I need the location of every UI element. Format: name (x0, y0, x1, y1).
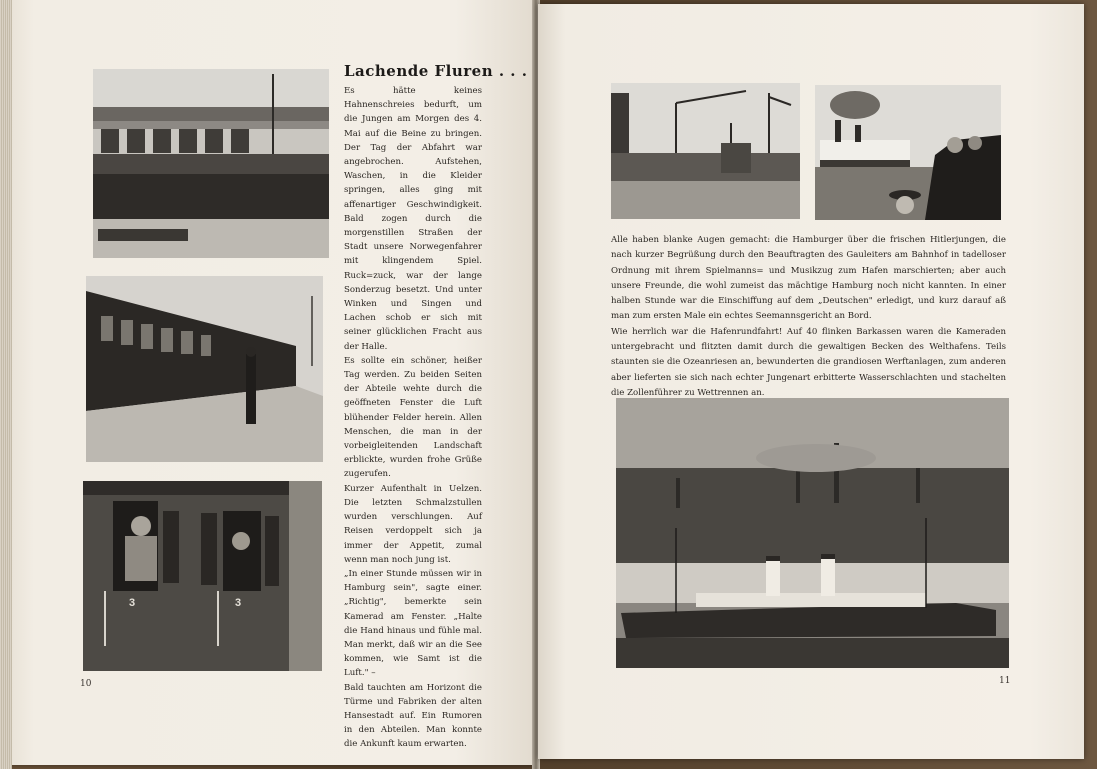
photo-crowd-station (93, 69, 329, 258)
chapter-heading: Lachende Fluren . . . (344, 62, 528, 80)
left-paragraph-3: Kurzer Aufenthalt in Uelzen. Die letzten Schmalzstullen wurden verschlungen. Auf Reisen verdoppelt sich ja immer der Appetit, zumal wenn man noch jung ist. (344, 483, 482, 565)
page-edges (0, 0, 12, 769)
page-number-left: 10 (80, 679, 92, 689)
photo-ship-spectators (815, 85, 1001, 220)
right-paragraph-1: Alle haben blanke Augen gemacht: die Hamburger über die frischen Hitlerjungen, die nach kurzer Begrüßung durch den Beauftragten des Gauleiters am Bahnhof in tadelloser Ordnung mit ihrem Spielmanns= und Musikzug zum Hafen marschierten; aber auch unsere Freunde, die wohl zumeist das mächtige Hamburg noch nicht kannten. In einer halben Stunde war die Einschiffung auf dem „Deutschen" erledigt, und kurz darauf aß man zum ersten Male ein echtes Seemannsgericht an Bord. (611, 235, 1006, 322)
left-paragraph-5: Bald tauchten am Horizont die Türme und Fabriken der alten Hansestadt auf. Ein Rumoren in den Abteilen. Man konnte die Ankunft kaum erwarten. (344, 682, 482, 750)
left-paragraph-2: Es sollte ein schöner, heißer Tag werden. Zu beiden Seiten der Abteile wehte durch die geöffneten Fenster die Luft blühender Felder herein. Allen Menschen, die man in der vorbeigleitenden Landschaft erblickte, wurden frohe Grüße zugerufen. (344, 355, 482, 480)
photo-harbor-cranes (611, 83, 800, 219)
car-number-2: 3 (235, 597, 242, 609)
photo-train-window (83, 481, 322, 671)
left-column-text (344, 84, 482, 752)
right-paragraph-2: Wie herrlich war die Hafenrundfahrt! Auf 40 flinken Barkassen waren die Kameraden untergebracht und flitzten damit durch die gewaltigen Becken des Welthafens. Teils staunten sie die Ozeanriesen an, bewunderten die grandiosen Werftanlagen, zum anderen aber lieferten sie sich nach echter Jungenart erbitterte Wasserschlachten und stachelten die Zollenführer zu Wettrennen an. (611, 326, 1006, 398)
page-number-right: 11 (999, 676, 1011, 686)
photo-harbor-panorama (616, 398, 1009, 668)
left-paragraph-4: „In einer Stunde müssen wir in Hamburg sein", sagte einer. „Richtig", bemerkte sein Kamerad am Fenster. „Halte die Hand hinaus und fühle mal. Man merkt, daß wir an die See kommen, wie Samt ist die Luft." – (344, 568, 482, 679)
left-paragraph-1: Es hätte keines Hahnenschreies bedurft, um die Jungen am Morgen des 4. Mai auf die Beine zu bringen. Der Tag der Abfahrt war angebrochen. Aufstehen, Waschen, in die Kleider springen, alles ging mit affenartiger Geschwindigkeit. Bald zogen durch die morgenstillen Straßen der Stadt unsere Norwegenfahrer mit klingendem Spiel. Ruck=zuck, war der lange Sonderzug besetzt. Und unter Winken und Singen und Lachen schob er sich mit seiner glücklichen Fracht aus der Halle. (344, 86, 482, 352)
car-number-1: 3 (129, 597, 136, 609)
right-column-text (611, 233, 1006, 401)
photo-train-platform (86, 276, 323, 462)
